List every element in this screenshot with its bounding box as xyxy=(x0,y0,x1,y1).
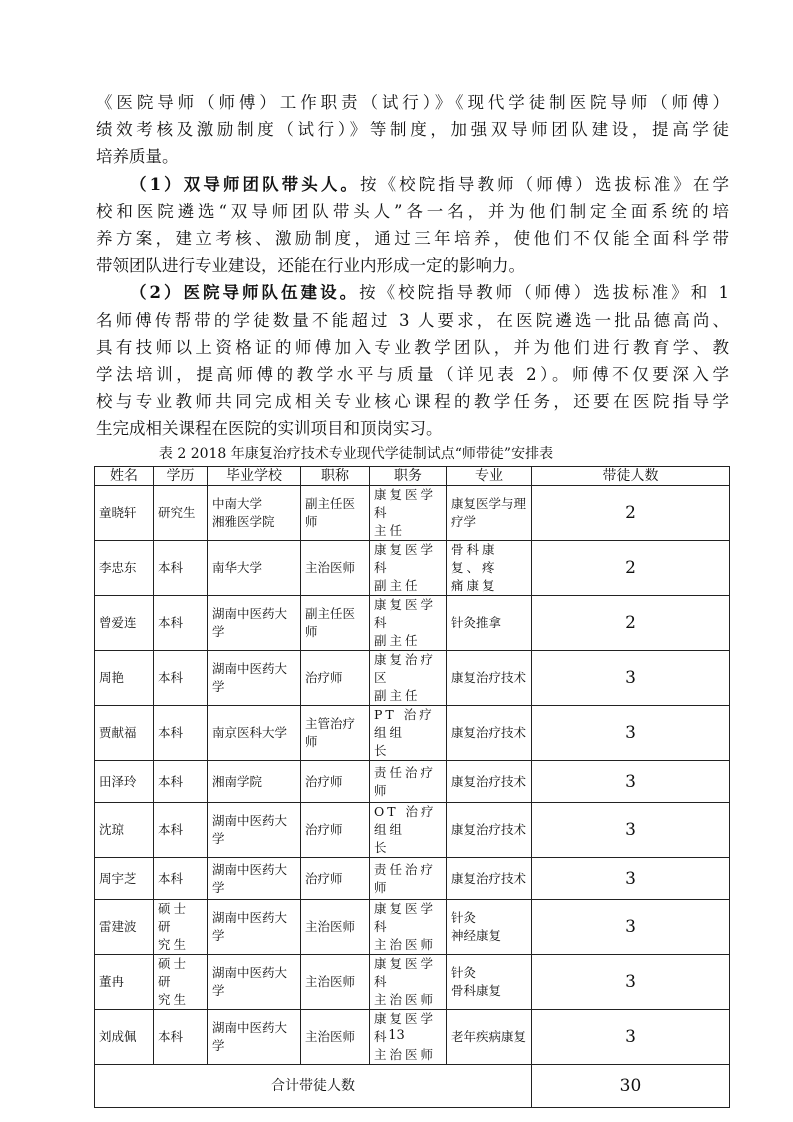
section-heading: （1）双导师团队带头人。 xyxy=(130,174,360,194)
table-cell: 康复医学科 主治医师 xyxy=(370,1010,447,1065)
text-line: 《医院导师（师傅）工作职责（试行）》《现代学徒制医院导师（师傅） xyxy=(96,93,729,112)
column-header: 职务 xyxy=(370,467,447,486)
table-cell: 2 xyxy=(532,486,730,541)
total-row xyxy=(95,1065,730,1108)
table-row xyxy=(95,541,730,596)
table-row xyxy=(95,900,730,955)
column-header: 职称 xyxy=(301,467,370,486)
table-cell: 2 xyxy=(532,596,730,651)
table-cell: 本科 xyxy=(154,858,208,900)
table-row xyxy=(95,486,730,541)
table-cell: 副主任医师 xyxy=(301,596,370,651)
table-cell: 湖南中医药大学 xyxy=(208,955,301,1010)
table-cell: 康复医学科 主治医师 xyxy=(370,955,447,1010)
table-cell: 2 xyxy=(532,541,730,596)
table-cell: 3 xyxy=(532,1010,730,1065)
table-cell: 湖南中医药大学 xyxy=(208,651,301,706)
table-cell: 曾爱连 xyxy=(95,596,154,651)
table-cell: 本科 xyxy=(154,803,208,858)
table-cell: 童晓轩 xyxy=(95,486,154,541)
table-cell: 董冉 xyxy=(95,955,154,1010)
table-cell: 田泽玲 xyxy=(95,761,154,803)
table-cell: 骨科康复、疼 痛康复 xyxy=(447,541,532,596)
table-cell: 老年疾病康复 xyxy=(447,1010,532,1065)
table-cell: 针灸推拿 xyxy=(447,596,532,651)
table-cell: 3 xyxy=(532,761,730,803)
table-cell: 康复医学科 主任 xyxy=(370,486,447,541)
column-header: 带徒人数 xyxy=(532,467,730,486)
table-cell: 针灸 神经康复 xyxy=(447,900,532,955)
table-cell: 主治医师 xyxy=(301,1010,370,1065)
table-cell: 康复医学与理 疗学 xyxy=(447,486,532,541)
column-header: 毕业学校 xyxy=(208,467,301,486)
table-cell: 3 xyxy=(532,858,730,900)
paragraph-2 xyxy=(96,171,729,280)
table-cell: 副主任医师 xyxy=(301,486,370,541)
page-number: 13 xyxy=(388,1028,405,1043)
table-row xyxy=(95,858,730,900)
table-cell: 周艳 xyxy=(95,651,154,706)
column-header: 学历 xyxy=(154,467,208,486)
column-header: 专业 xyxy=(447,467,532,486)
table-cell: 贾献福 xyxy=(95,706,154,761)
table-cell: 康复治疗区 副主任 xyxy=(370,651,447,706)
table-cell: 3 xyxy=(532,955,730,1010)
table-row xyxy=(95,803,730,858)
text-line: 具有技师以上资格证的师傅加入专业教学团队，并为他们进行教育学、教 xyxy=(96,337,729,357)
table-cell: 3 xyxy=(532,900,730,955)
table-cell: 湖南中医药大学 xyxy=(208,596,301,651)
table-row xyxy=(95,761,730,803)
table-cell: 湖南中医药大学 xyxy=(208,900,301,955)
table-cell: 主治医师 xyxy=(301,955,370,1010)
table-row xyxy=(95,955,730,1010)
total-label: 合计带徒人数 xyxy=(95,1065,532,1108)
table-cell: 康复治疗技术 xyxy=(447,651,532,706)
table-cell: PT 治疗组组 长 xyxy=(370,706,447,761)
text-line xyxy=(96,279,729,306)
table-row xyxy=(95,706,730,761)
table-row xyxy=(95,596,730,651)
table-cell: 康复医学科 副主任 xyxy=(370,541,447,596)
text-line: 养方案，建立考核、激励制度，通过三年培养，使他们不仅能全面科学带 xyxy=(96,228,729,248)
paragraph-1 xyxy=(96,89,729,171)
apprentice-table xyxy=(94,466,730,1108)
table-cell: 治疗师 xyxy=(301,651,370,706)
column-header: 姓名 xyxy=(95,467,154,486)
table-cell: 治疗师 xyxy=(301,858,370,900)
text-line: 绩效考核及激励制度（试行）》等制度，加强双导师团队建设，提高学徒 xyxy=(96,120,729,140)
table-cell: 雷建波 xyxy=(95,900,154,955)
table-cell: 研究生 xyxy=(154,486,208,541)
paragraph-3 xyxy=(96,279,729,442)
table-cell: 主治医师 xyxy=(301,541,370,596)
table-cell: 责任治疗师 xyxy=(370,858,447,900)
table-cell: 沈琼 xyxy=(95,803,154,858)
text-line: 带领团队进行专业建设，还能在行业内形成一定的影响力。 xyxy=(96,256,525,276)
table-cell: 本科 xyxy=(154,1010,208,1065)
table-cell: 湘南学院 xyxy=(208,761,301,803)
table-cell: 康复治疗技术 xyxy=(447,803,532,858)
section-heading: （2）医院导师队伍建设。 xyxy=(130,283,360,303)
table-cell: 南京医科大学 xyxy=(208,706,301,761)
table-cell: 本科 xyxy=(154,541,208,596)
text-line: 名师傅传帮带的学徒数量不能超过 3 人要求，在医院遴选一批品德高尚、 xyxy=(96,310,729,330)
text-span: 按《校院指导教师（师傅）选拔标准》和 1 xyxy=(359,283,729,303)
table-cell: 本科 xyxy=(154,761,208,803)
text-line: 校与专业教师共同完成相关专业核心课程的教学任务，还要在医院指导学 xyxy=(96,392,729,412)
table-cell: 3 xyxy=(532,803,730,858)
text-line: 培养质量。 xyxy=(96,147,179,167)
table-cell: OT 治疗组组 长 xyxy=(370,803,447,858)
table-cell: 针灸 骨科康复 xyxy=(447,955,532,1010)
table-cell: 主治医师 xyxy=(301,900,370,955)
table-cell: 责任治疗师 xyxy=(370,761,447,803)
table-cell: 硕士研 究生 xyxy=(154,900,208,955)
table-cell: 主管治疗师 xyxy=(301,706,370,761)
table-cell: 刘成佩 xyxy=(95,1010,154,1065)
table-cell: 3 xyxy=(532,706,730,761)
table-cell: 3 xyxy=(532,651,730,706)
table-cell: 康复治疗技术 xyxy=(447,761,532,803)
table-cell: 本科 xyxy=(154,651,208,706)
table-row xyxy=(95,651,730,706)
table-cell: 周宇芝 xyxy=(95,858,154,900)
text-line: 校和医院遴选“双导师团队带头人”各一名，并为他们制定全面系统的培 xyxy=(96,201,729,221)
table-caption: 表 2 2018 年康复治疗技术专业现代学徒制试点“师带徒”安排表 xyxy=(158,446,554,462)
table-cell: 南华大学 xyxy=(208,541,301,596)
table-cell: 中南大学 湘雅医学院 xyxy=(208,486,301,541)
table-cell: 湖南中医药大学 xyxy=(208,1010,301,1065)
table-cell: 湖南中医药大学 xyxy=(208,858,301,900)
table-cell: 康复医学科 主治医师 xyxy=(370,900,447,955)
table-cell: 康复治疗技术 xyxy=(447,858,532,900)
table-cell: 李忠东 xyxy=(95,541,154,596)
table-cell: 康复医学科 副主任 xyxy=(370,596,447,651)
table-cell: 治疗师 xyxy=(301,803,370,858)
table-header-row xyxy=(95,467,730,486)
total-value: 30 xyxy=(532,1065,730,1108)
table-cell: 本科 xyxy=(154,596,208,651)
table-cell: 湖南中医药大学 xyxy=(208,803,301,858)
text-line: 学法培训，提高师傅的教学水平与质量（详见表 2）。师傅不仅要深入学 xyxy=(96,364,729,384)
text-line xyxy=(96,171,729,198)
table-cell: 治疗师 xyxy=(301,761,370,803)
table-cell: 本科 xyxy=(154,706,208,761)
table-cell: 硕士研 究生 xyxy=(154,955,208,1010)
table-cell: 康复治疗技术 xyxy=(447,706,532,761)
text-span: 按《校院指导教师（师傅）选拔标准》在学 xyxy=(360,174,729,194)
text-line: 生完成相关课程在医院的实训项目和顶岗实习。 xyxy=(96,419,443,439)
